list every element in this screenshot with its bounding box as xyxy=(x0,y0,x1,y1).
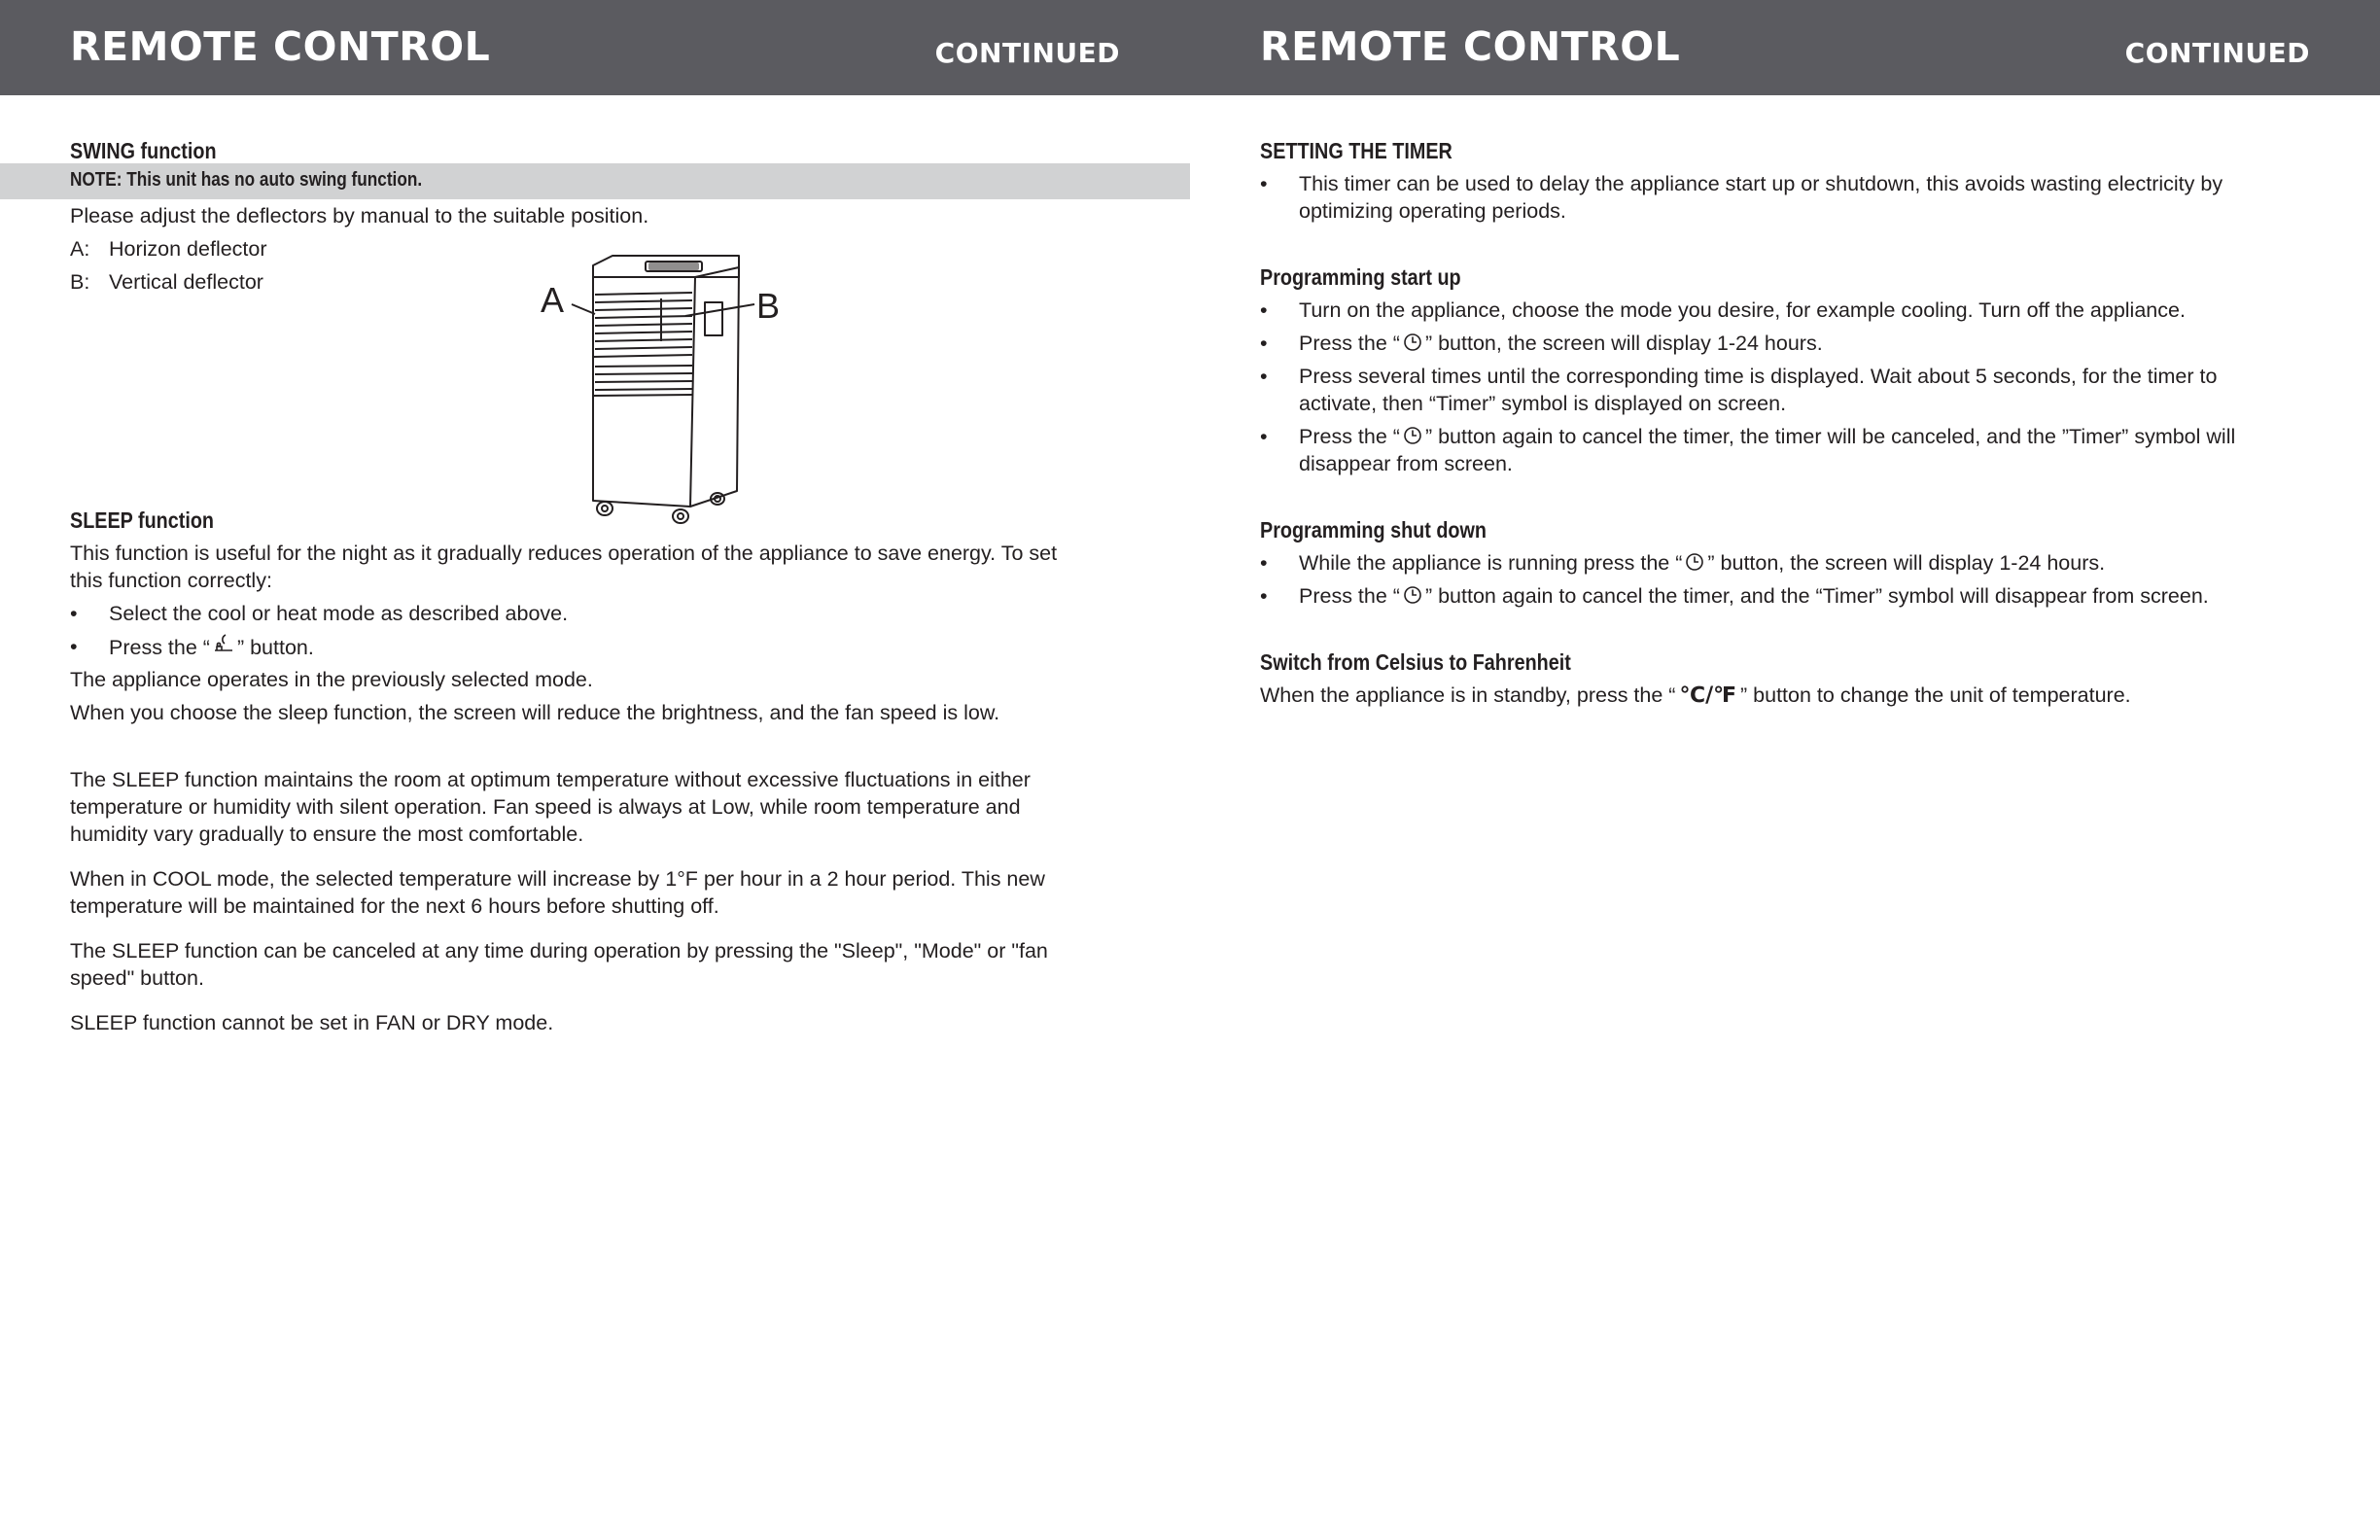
timer-heading: SETTING THE TIMER xyxy=(1260,138,1452,163)
sleep-para2-line2: temperature will be maintained for the next 6 hours before shutting off. xyxy=(70,894,719,918)
deflector-a-letter: A: xyxy=(70,237,90,261)
sleep-para1-line3: humidity vary gradually to ensure the most comfortable. xyxy=(70,822,584,846)
shutdown-heading: Programming shut down xyxy=(1260,517,1487,542)
deflector-a-text: Horizon deflector xyxy=(109,237,267,261)
sleep-mode-line: The appliance operates in the previously selected mode. xyxy=(70,668,593,691)
startup-bullet-3 xyxy=(1260,363,2329,417)
swing-intro: Please adjust the deflectors by manual to the suitable position. xyxy=(70,204,649,228)
continued-label: CONTINUED xyxy=(934,37,1120,69)
bullet-text-line2: optimizing operating periods. xyxy=(1299,199,1566,223)
bullet-text-pre: Press the “ xyxy=(1299,332,1400,355)
left-page-header xyxy=(0,0,1190,95)
bullet-text-pre: While the appliance is running press the “ xyxy=(1299,551,1683,575)
startup-heading: Programming start up xyxy=(1260,264,1461,290)
clock-icon xyxy=(1403,585,1422,605)
bullet-text-post: ” button again to cancel the timer, the timer will be canceled, and the ”Timer” symbol will xyxy=(1424,425,2236,448)
bullet-text-post: ” button. xyxy=(236,636,314,659)
label-a: A xyxy=(541,280,565,320)
sleep-para1-line1: The SLEEP function maintains the room at optimum temperature without excessive fluctuations in either xyxy=(70,768,1031,791)
bullet-text-post: ” button again to cancel the timer, and the “Timer” symbol will disappear from screen. xyxy=(1424,584,2209,608)
bullet-dot: • xyxy=(70,635,78,658)
clock-icon xyxy=(1403,332,1422,352)
deflector-b-text: Vertical deflector xyxy=(109,270,263,294)
label-b: B xyxy=(756,286,781,326)
air-conditioner-illustration xyxy=(525,248,797,530)
bullet-dot: • xyxy=(1260,172,1268,195)
bullet-text-pre: Press the “ xyxy=(109,636,210,659)
right-page xyxy=(1190,0,2380,1540)
bullet-text: Select the cool or heat mode as described above. xyxy=(109,602,569,625)
bullet-dot: • xyxy=(1260,551,1268,575)
bullet-text-line1: This timer can be used to delay the appliance start up or shutdown, this avoids wasting electricity by xyxy=(1299,172,2223,195)
deflector-b-letter: B: xyxy=(70,270,90,294)
bullet-text-post: ” button, the screen will display 1-24 hours. xyxy=(1707,551,2106,575)
startup-bullet-2 xyxy=(1260,330,2329,357)
clock-icon xyxy=(1685,552,1704,572)
bullet-text-pre: Press the “ xyxy=(1299,425,1400,448)
bullet-text: Turn on the appliance, choose the mode you desire, for example cooling. Turn off the appliance. xyxy=(1299,298,2186,322)
sleep-intro-line1: This function is useful for the night as it gradually reduces operation of the appliance to save energy. To set xyxy=(70,542,1058,565)
celsius-text xyxy=(1260,682,2131,710)
bullet-dot: • xyxy=(1260,584,1268,608)
note-bar xyxy=(0,163,1190,199)
sleep-icon xyxy=(213,633,234,656)
bullet-text-post: ” button, the screen will display 1-24 hours. xyxy=(1424,332,1823,355)
sleep-para1-line2: temperature or humidity with silent operation. Fan speed is always at Low, while room temperature and xyxy=(70,795,1021,819)
bullet-text-line2: activate, then “Timer” symbol is displayed on screen. xyxy=(1299,392,1787,415)
celsius-text-post: ” button to change the unit of temperature. xyxy=(1740,683,2131,707)
celsius-fahrenheit-icon: ℃/℉ xyxy=(1679,683,1737,708)
continued-label: CONTINUED xyxy=(2124,37,2310,69)
startup-bullet-4 xyxy=(1260,423,2329,477)
sleep-bullet-1 xyxy=(70,600,1139,627)
bullet-text-line1: Press several times until the corresponding time is displayed. Wait about 5 seconds, for the timer to xyxy=(1299,365,2218,388)
bullet-dot: • xyxy=(1260,332,1268,355)
right-page-header xyxy=(1190,0,2380,95)
sleep-para2-line1: When in COOL mode, the selected temperature will increase by 1°F per hour in a 2 hour period. This new xyxy=(70,867,1045,891)
clock-icon xyxy=(1403,426,1422,445)
sleep-heading: SLEEP function xyxy=(70,508,215,533)
sleep-brightness-line: When you choose the sleep function, the screen will reduce the brightness, and the fan speed is low. xyxy=(70,701,1000,724)
sleep-bullet-2 xyxy=(70,633,1139,660)
sleep-para3-line2: speed" button. xyxy=(70,966,204,990)
bullet-text-pre: Press the “ xyxy=(1299,584,1400,608)
swing-heading: SWING function xyxy=(70,138,217,163)
timer-bullet xyxy=(1260,170,2329,225)
bullet-dot: • xyxy=(1260,365,1268,388)
celsius-text-pre: When the appliance is in standby, press the “ xyxy=(1260,683,1676,707)
shutdown-bullet-1 xyxy=(1260,549,2329,577)
page-title: REMOTE CONTROL xyxy=(70,23,491,70)
shutdown-bullet-2 xyxy=(1260,582,2329,610)
sleep-intro-line2: this function correctly: xyxy=(70,569,272,592)
sleep-para4: SLEEP function cannot be set in FAN or DRY mode. xyxy=(70,1011,554,1034)
bullet-dot: • xyxy=(1260,425,1268,448)
celsius-heading: Switch from Celsius to Fahrenheit xyxy=(1260,649,1571,675)
bullet-dot: • xyxy=(1260,298,1268,322)
swing-note: NOTE: This unit has no auto swing function. xyxy=(70,169,423,191)
bullet-dot: • xyxy=(70,602,78,625)
startup-bullet-1 xyxy=(1260,297,2329,324)
bullet-text-line2: disappear from screen. xyxy=(1299,452,1513,475)
sleep-para3-line1: The SLEEP function can be canceled at any time during operation by pressing the "Sleep", "Mode" or "fan xyxy=(70,939,1048,962)
page-title: REMOTE CONTROL xyxy=(1260,23,1681,70)
